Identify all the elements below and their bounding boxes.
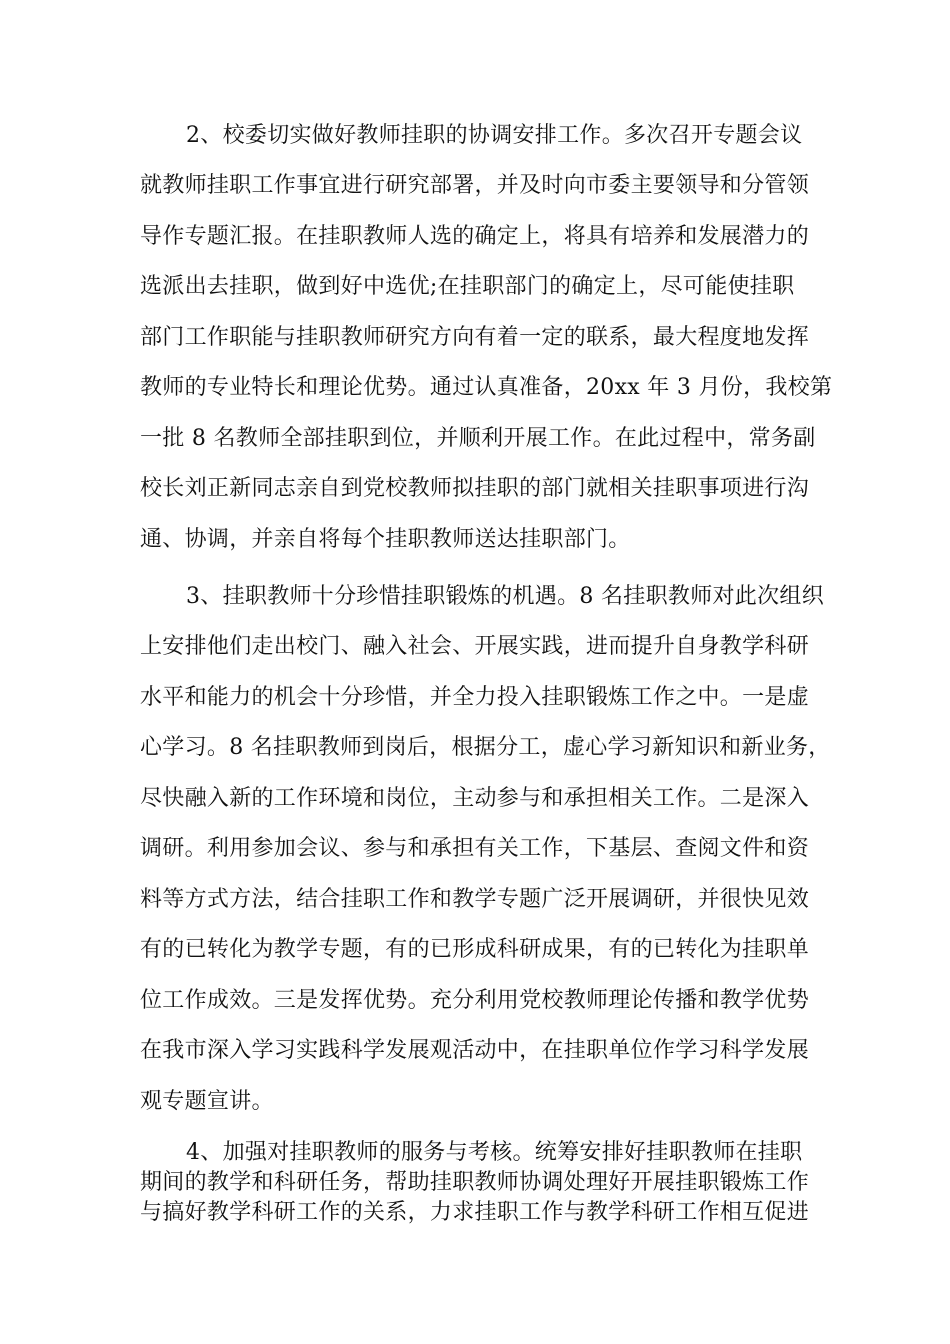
paragraph-line: 与搞好教学科研工作的关系，力求挂职工作与教学科研工作相互促进	[140, 1200, 810, 1225]
paragraph-line: 观专题宣讲。	[140, 1089, 274, 1114]
paragraph-line: 校长刘正新同志亲自到党校教师拟挂职的部门就相关挂职事项进行沟	[140, 476, 810, 501]
paragraph-line: 2、校委切实做好教师挂职的协调安排工作。多次召开专题会议	[186, 123, 803, 148]
paragraph-line: 心学习。8 名挂职教师到岗后，根据分工，虚心学习新知识和新业务，	[140, 735, 831, 760]
paragraph-line: 通、协调，并亲自将每个挂职教师送达挂职部门。	[140, 527, 631, 552]
paragraph-line: 部门工作职能与挂职教师研究方向有着一定的联系，最大程度地发挥	[140, 325, 810, 350]
paragraph-line: 尽快融入新的工作环境和岗位，主动参与和承担相关工作。二是深入	[140, 786, 810, 811]
paragraph-line: 3、挂职教师十分珍惜挂职锻炼的机遇。8 名挂职教师对此次组织	[186, 584, 824, 609]
paragraph-line: 料等方式方法，结合挂职工作和教学专题广泛开展调研，并很快见效	[140, 887, 810, 912]
paragraph-line: 上安排他们走出校门、融入社会、开展实践，进而提升自身教学科研	[140, 634, 810, 659]
paragraph-line: 有的已转化为教学专题，有的已形成科研成果，有的已转化为挂职单	[140, 937, 810, 962]
paragraph-line: 在我市深入学习实践科学发展观活动中，在挂职单位作学习科学发展	[140, 1038, 810, 1063]
paragraph-line: 调研。利用参加会议、参与和承担有关工作，下基层、查阅文件和资	[140, 836, 810, 861]
paragraph-line: 期间的教学和科研任务，帮助挂职教师协调处理好开展挂职锻炼工作	[140, 1170, 810, 1195]
paragraph-line: 位工作成效。三是发挥优势。充分利用党校教师理论传播和教学优势	[140, 988, 810, 1013]
paragraph-line: 4、加强对挂职教师的服务与考核。统筹安排好挂职教师在挂职	[186, 1140, 803, 1165]
paragraph-line: 教师的专业特长和理论优势。通过认真准备，20xx 年 3 月份，我校第	[140, 375, 833, 400]
paragraph-line: 水平和能力的机会十分珍惜，并全力投入挂职锻炼工作之中。一是虚	[140, 685, 810, 710]
paragraph-line: 就教师挂职工作事宜进行研究部署，并及时向市委主要领导和分管领	[140, 173, 810, 198]
paragraph-line: 选派出去挂职，做到好中选优;在挂职部门的确定上，尽可能使挂职	[140, 274, 795, 299]
paragraph-line: 一批 8 名教师全部挂职到位，并顺利开展工作。在此过程中，常务副	[140, 426, 816, 451]
paragraph-line: 导作专题汇报。在挂职教师人选的确定上，将具有培养和发展潜力的	[140, 224, 810, 249]
